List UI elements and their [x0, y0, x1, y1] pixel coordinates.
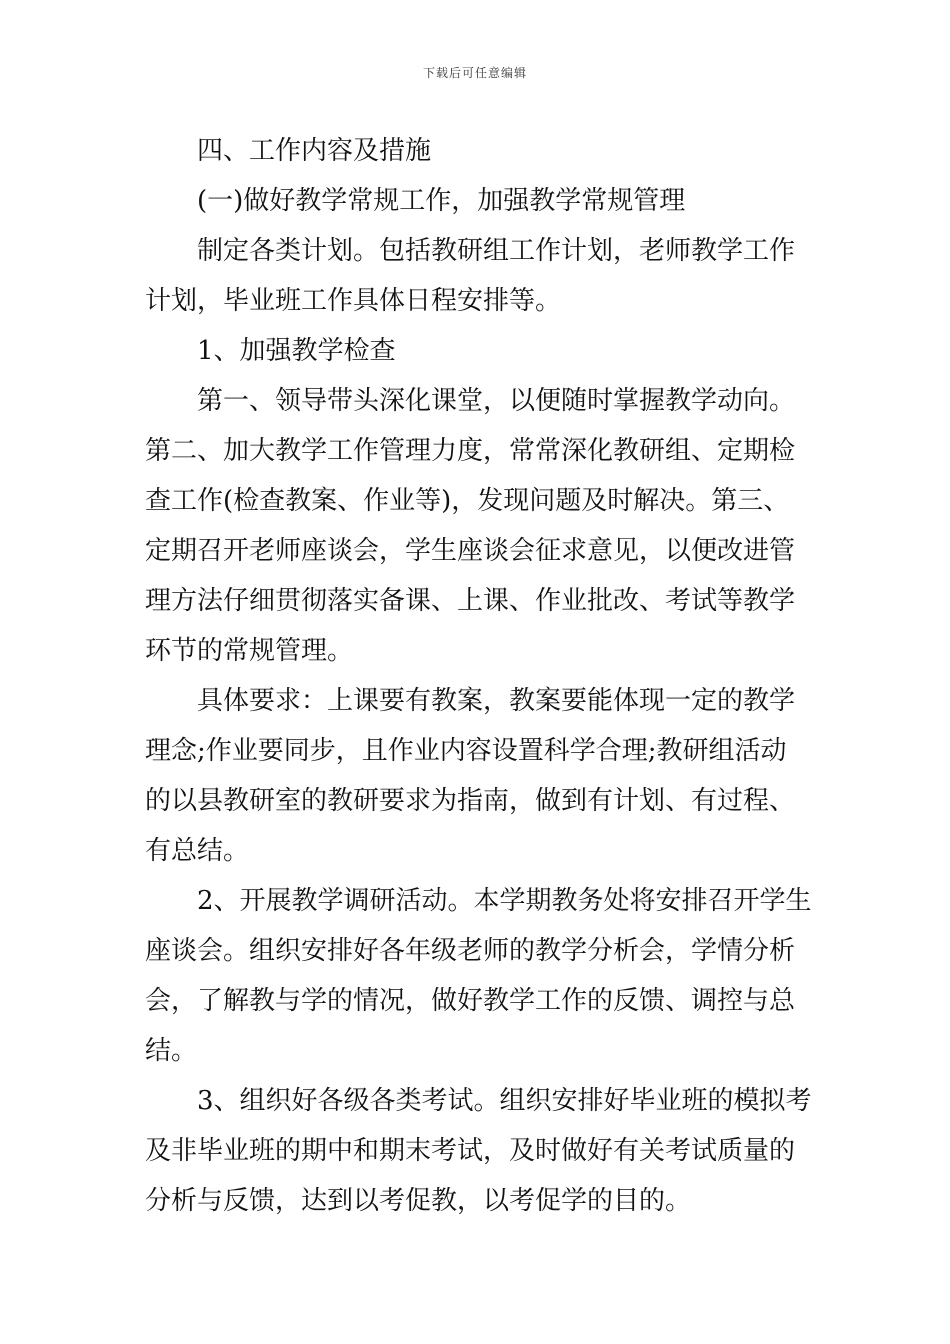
document-body: [145, 126, 810, 1226]
paragraph-line: 3、组织好各级各类考试。组织安排好毕业班的模拟考: [197, 1086, 812, 1116]
paragraph-line: 理方法仔细贯彻落实备课、上课、作业批改、考试等教学: [145, 586, 796, 616]
paragraph-line: 制定各类计划。包括教研组工作计划，老师教学工作: [197, 236, 796, 266]
paragraph-line: 及非毕业班的期中和期末考试，及时做好有关考试质量的: [145, 1136, 796, 1166]
subsection-heading: (一)做好教学常规工作，加强教学常规管理: [197, 186, 686, 216]
paragraph-line: 的以县教研室的教研要求为指南，做到有计划、有过程、: [145, 786, 796, 816]
page-header-note: 下载后可任意编辑: [422, 66, 527, 80]
item-heading: 1、加强教学检查: [197, 336, 396, 366]
paragraph-line: 分析与反馈，达到以考促教，以考促学的目的。: [145, 1186, 692, 1216]
paragraph-line: 第二、加大教学工作管理力度，常常深化教研组、定期检: [145, 436, 796, 466]
paragraph-line: 座谈会。组织安排好各年级老师的教学分析会，学情分析: [145, 936, 796, 966]
paragraph-line: 环节的常规管理。: [145, 636, 354, 666]
paragraph-line: 理念;作业要同步，且作业内容设置科学合理;教研组活动: [145, 736, 787, 766]
paragraph-line: 2、开展教学调研活动。本学期教务处将安排召开学生: [197, 886, 812, 916]
paragraph-line: 会，了解教与学的情况，做好教学工作的反馈、调控与总: [145, 986, 796, 1016]
paragraph-line: 定期召开老师座谈会，学生座谈会征求意见，以便改进管: [145, 536, 796, 566]
paragraph-line: 计划，毕业班工作具体日程安排等。: [145, 286, 562, 316]
paragraph-line: 结。: [145, 1036, 198, 1066]
paragraph-line: 第一、领导带头深化课堂，以便随时掌握教学动向。: [197, 386, 796, 416]
paragraph-line: 查工作(检查教案、作业等)，发现问题及时解决。第三、: [145, 486, 790, 516]
section-heading: 四、工作内容及措施: [197, 136, 432, 166]
paragraph-line: 具体要求：上课要有教案，教案要能体现一定的教学: [197, 686, 796, 716]
paragraph-line: 有总结。: [145, 836, 250, 866]
